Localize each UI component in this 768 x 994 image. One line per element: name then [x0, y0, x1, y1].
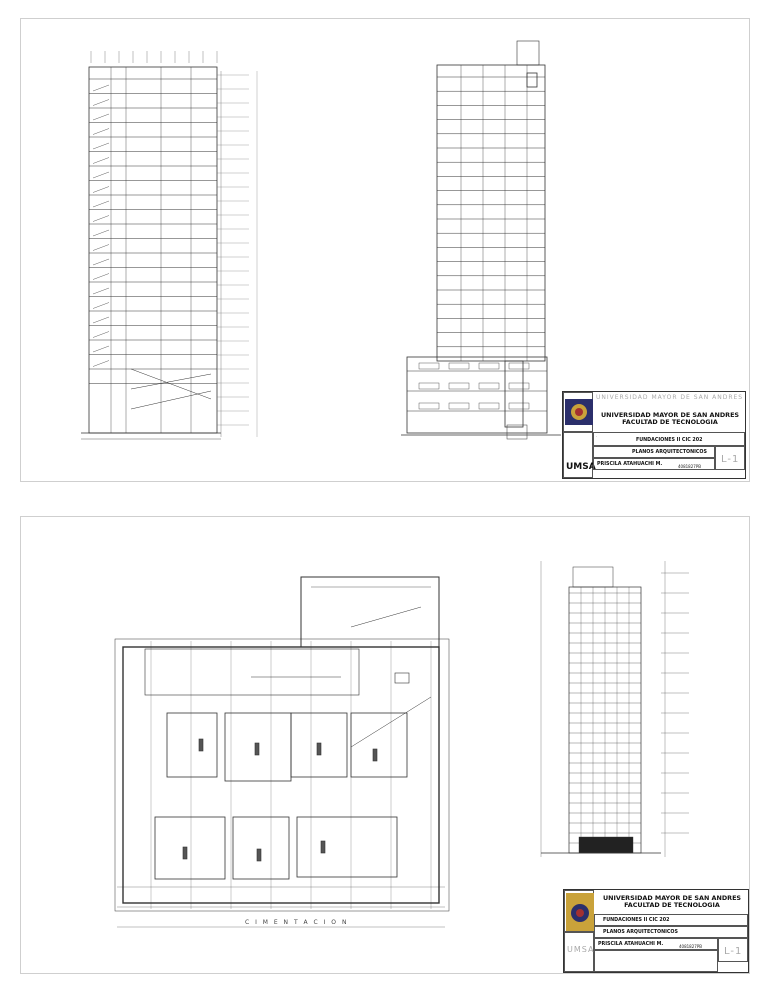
university-name: UNIVERSIDAD MAYOR DE SAN ANDRES [602, 894, 742, 902]
course-name: FUNDACIONES II CIC 202 [603, 918, 670, 923]
footer-row [594, 950, 718, 972]
sheet-code-cell [718, 938, 748, 962]
building-elevation-right [401, 41, 561, 439]
author-code: 4081827PB [679, 944, 702, 949]
sheet-code-cell [715, 446, 745, 470]
university-logo-icon [566, 893, 594, 931]
umsa-cell [564, 932, 594, 972]
author-row [593, 458, 715, 470]
course-row [594, 914, 748, 926]
title-block-2 [563, 889, 749, 973]
author-name: PRISCILA ATAHUACHI M. [598, 942, 664, 947]
content-name: PLANOS ARQUITECTONICOS [603, 930, 678, 935]
university-name: UNIVERSIDAD MAYOR DE SAN ANDRES [600, 411, 740, 419]
dimension-column [217, 71, 257, 437]
faculty-name: FACULTAD DE TECNOLOGIA [622, 418, 718, 426]
logo-cell [564, 890, 594, 932]
logo-cell [563, 392, 593, 432]
ghost-header: UNIVERSIDAD MAYOR DE SAN ANDRES [596, 394, 744, 401]
drawing-sheet-2 [20, 516, 750, 974]
course-row: . FUNDACIONES II CIC 202 [593, 432, 745, 446]
umsa-label: UMSA [566, 462, 596, 472]
umsa-cell [563, 432, 596, 478]
drawing-sheet-1 [20, 18, 750, 482]
faculty-name: FACULTAD DE TECNOLOGIA [624, 901, 720, 909]
university-logo-icon [565, 399, 593, 425]
content-name: PLANOS ARQUITECTONICOS [632, 450, 707, 455]
building-elevation-small [541, 561, 689, 857]
content-row [593, 446, 715, 458]
author-code: 4081827PB [678, 464, 701, 469]
author-name: PRISCILA ATAHUACHI M. [597, 462, 663, 467]
sheet-code: L-1 [724, 946, 743, 957]
umsa-label: UMSA [567, 945, 595, 954]
plan-caption: C I M E N T A C I O N [245, 919, 349, 926]
author-row [594, 938, 718, 950]
content-row [594, 926, 748, 938]
sheet-code: L-1 [721, 454, 740, 465]
title-block-1 [562, 391, 746, 479]
foundation-plan [115, 577, 449, 927]
building-section-left [81, 51, 221, 439]
course-name: FUNDACIONES II CIC 202 [636, 438, 703, 443]
